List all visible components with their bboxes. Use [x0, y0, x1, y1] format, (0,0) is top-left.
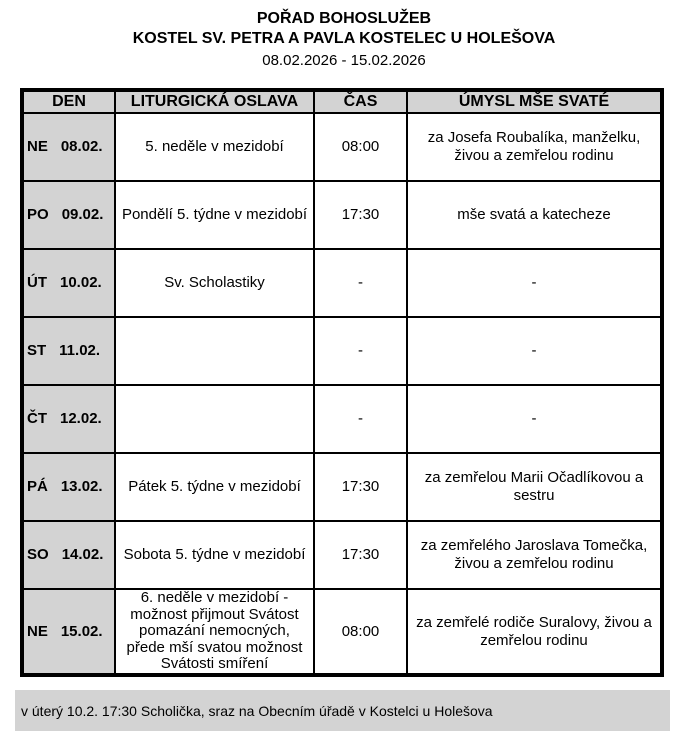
celebration-cell	[115, 385, 314, 453]
day-cell	[22, 589, 115, 675]
table-header-row	[22, 90, 662, 113]
column-header-time: ČAS	[314, 90, 407, 113]
day-date: 09.02.	[61, 206, 104, 223]
celebration-cell: Pondělí 5. týdne v mezidobí	[115, 181, 314, 249]
day-date: 13.02.	[60, 478, 103, 495]
day-abbr: NE	[27, 622, 48, 640]
table-row	[22, 249, 662, 317]
day-abbr: ÚT	[27, 274, 47, 291]
celebration-cell: 5. neděle v mezidobí	[115, 113, 314, 181]
day-date: 12.02.	[60, 410, 102, 427]
table-row	[22, 589, 662, 675]
day-date: 14.02.	[61, 546, 104, 563]
column-header-day: DEN	[22, 90, 115, 113]
celebration-cell	[115, 317, 314, 385]
title-block	[0, 0, 688, 71]
day-abbr: PO	[27, 206, 49, 223]
day-cell	[22, 181, 115, 249]
footer-note: v úterý 10.2. 17:30 Scholička, sraz na Obecním úřadě v Kostelci u Holešova	[15, 690, 670, 731]
table-row	[22, 113, 662, 181]
day-cell	[22, 521, 115, 589]
intention-cell: za zemřelé rodiče Suralovy, živou a zemřelou rodinu	[407, 589, 662, 675]
celebration-cell: Pátek 5. týdne v mezidobí	[115, 453, 314, 521]
day-abbr: PÁ	[27, 478, 48, 495]
intention-cell: za Josefa Roubalíka, manželku, živou a zemřelou rodinu	[407, 113, 662, 181]
column-header-celebration: LITURGICKÁ OSLAVA	[115, 90, 314, 113]
intention-cell: mše svatá a katecheze	[407, 181, 662, 249]
day-abbr: ST	[27, 342, 47, 359]
day-abbr: NE	[27, 138, 48, 155]
table-row	[22, 385, 662, 453]
time-cell: 08:00	[314, 113, 407, 181]
table-row	[22, 317, 662, 385]
time-cell: -	[314, 317, 407, 385]
time-cell: -	[314, 385, 407, 453]
table-row	[22, 521, 662, 589]
day-cell	[22, 453, 115, 521]
intention-cell: -	[407, 249, 662, 317]
intention-cell: za zemřelého Jaroslava Tomečka, živou a zemřelou rodinu	[407, 521, 662, 589]
schedule-table	[20, 88, 664, 677]
day-date: 10.02.	[60, 274, 102, 291]
time-cell: 17:30	[314, 181, 407, 249]
intention-cell: -	[407, 317, 662, 385]
celebration-cell: 6. neděle v mezidobí - možnost přijmout Svátost pomazání nemocných, přede mší svatou možnost Svátosti smíření	[115, 589, 314, 675]
table-row	[22, 453, 662, 521]
intention-cell: -	[407, 385, 662, 453]
date-range: 08.02.2026 - 15.02.2026	[262, 52, 426, 69]
day-date: 08.02.	[60, 138, 103, 155]
day-date: 15.02.	[60, 622, 103, 640]
celebration-cell: Sv. Scholastiky	[115, 249, 314, 317]
day-cell	[22, 385, 115, 453]
day-cell	[22, 317, 115, 385]
day-cell	[22, 249, 115, 317]
page-title: POŘAD BOHOSLUŽEB	[256, 10, 432, 27]
column-header-intention: ÚMYSL MŠE SVATÉ	[407, 90, 662, 113]
day-abbr: SO	[27, 546, 49, 563]
day-date: 11.02.	[59, 342, 101, 359]
church-name: KOSTEL SV. PETRA A PAVLA KOSTELEC U HOLEŠOVA	[132, 30, 556, 47]
day-cell	[22, 113, 115, 181]
day-abbr: ČT	[27, 410, 47, 427]
time-cell: 17:30	[314, 453, 407, 521]
time-cell: 08:00	[314, 589, 407, 675]
intention-cell: za zemřelou Marii Očadlíkovou a sestru	[407, 453, 662, 521]
time-cell: 17:30	[314, 521, 407, 589]
celebration-cell: Sobota 5. týdne v mezidobí	[115, 521, 314, 589]
time-cell: -	[314, 249, 407, 317]
table-row	[22, 181, 662, 249]
